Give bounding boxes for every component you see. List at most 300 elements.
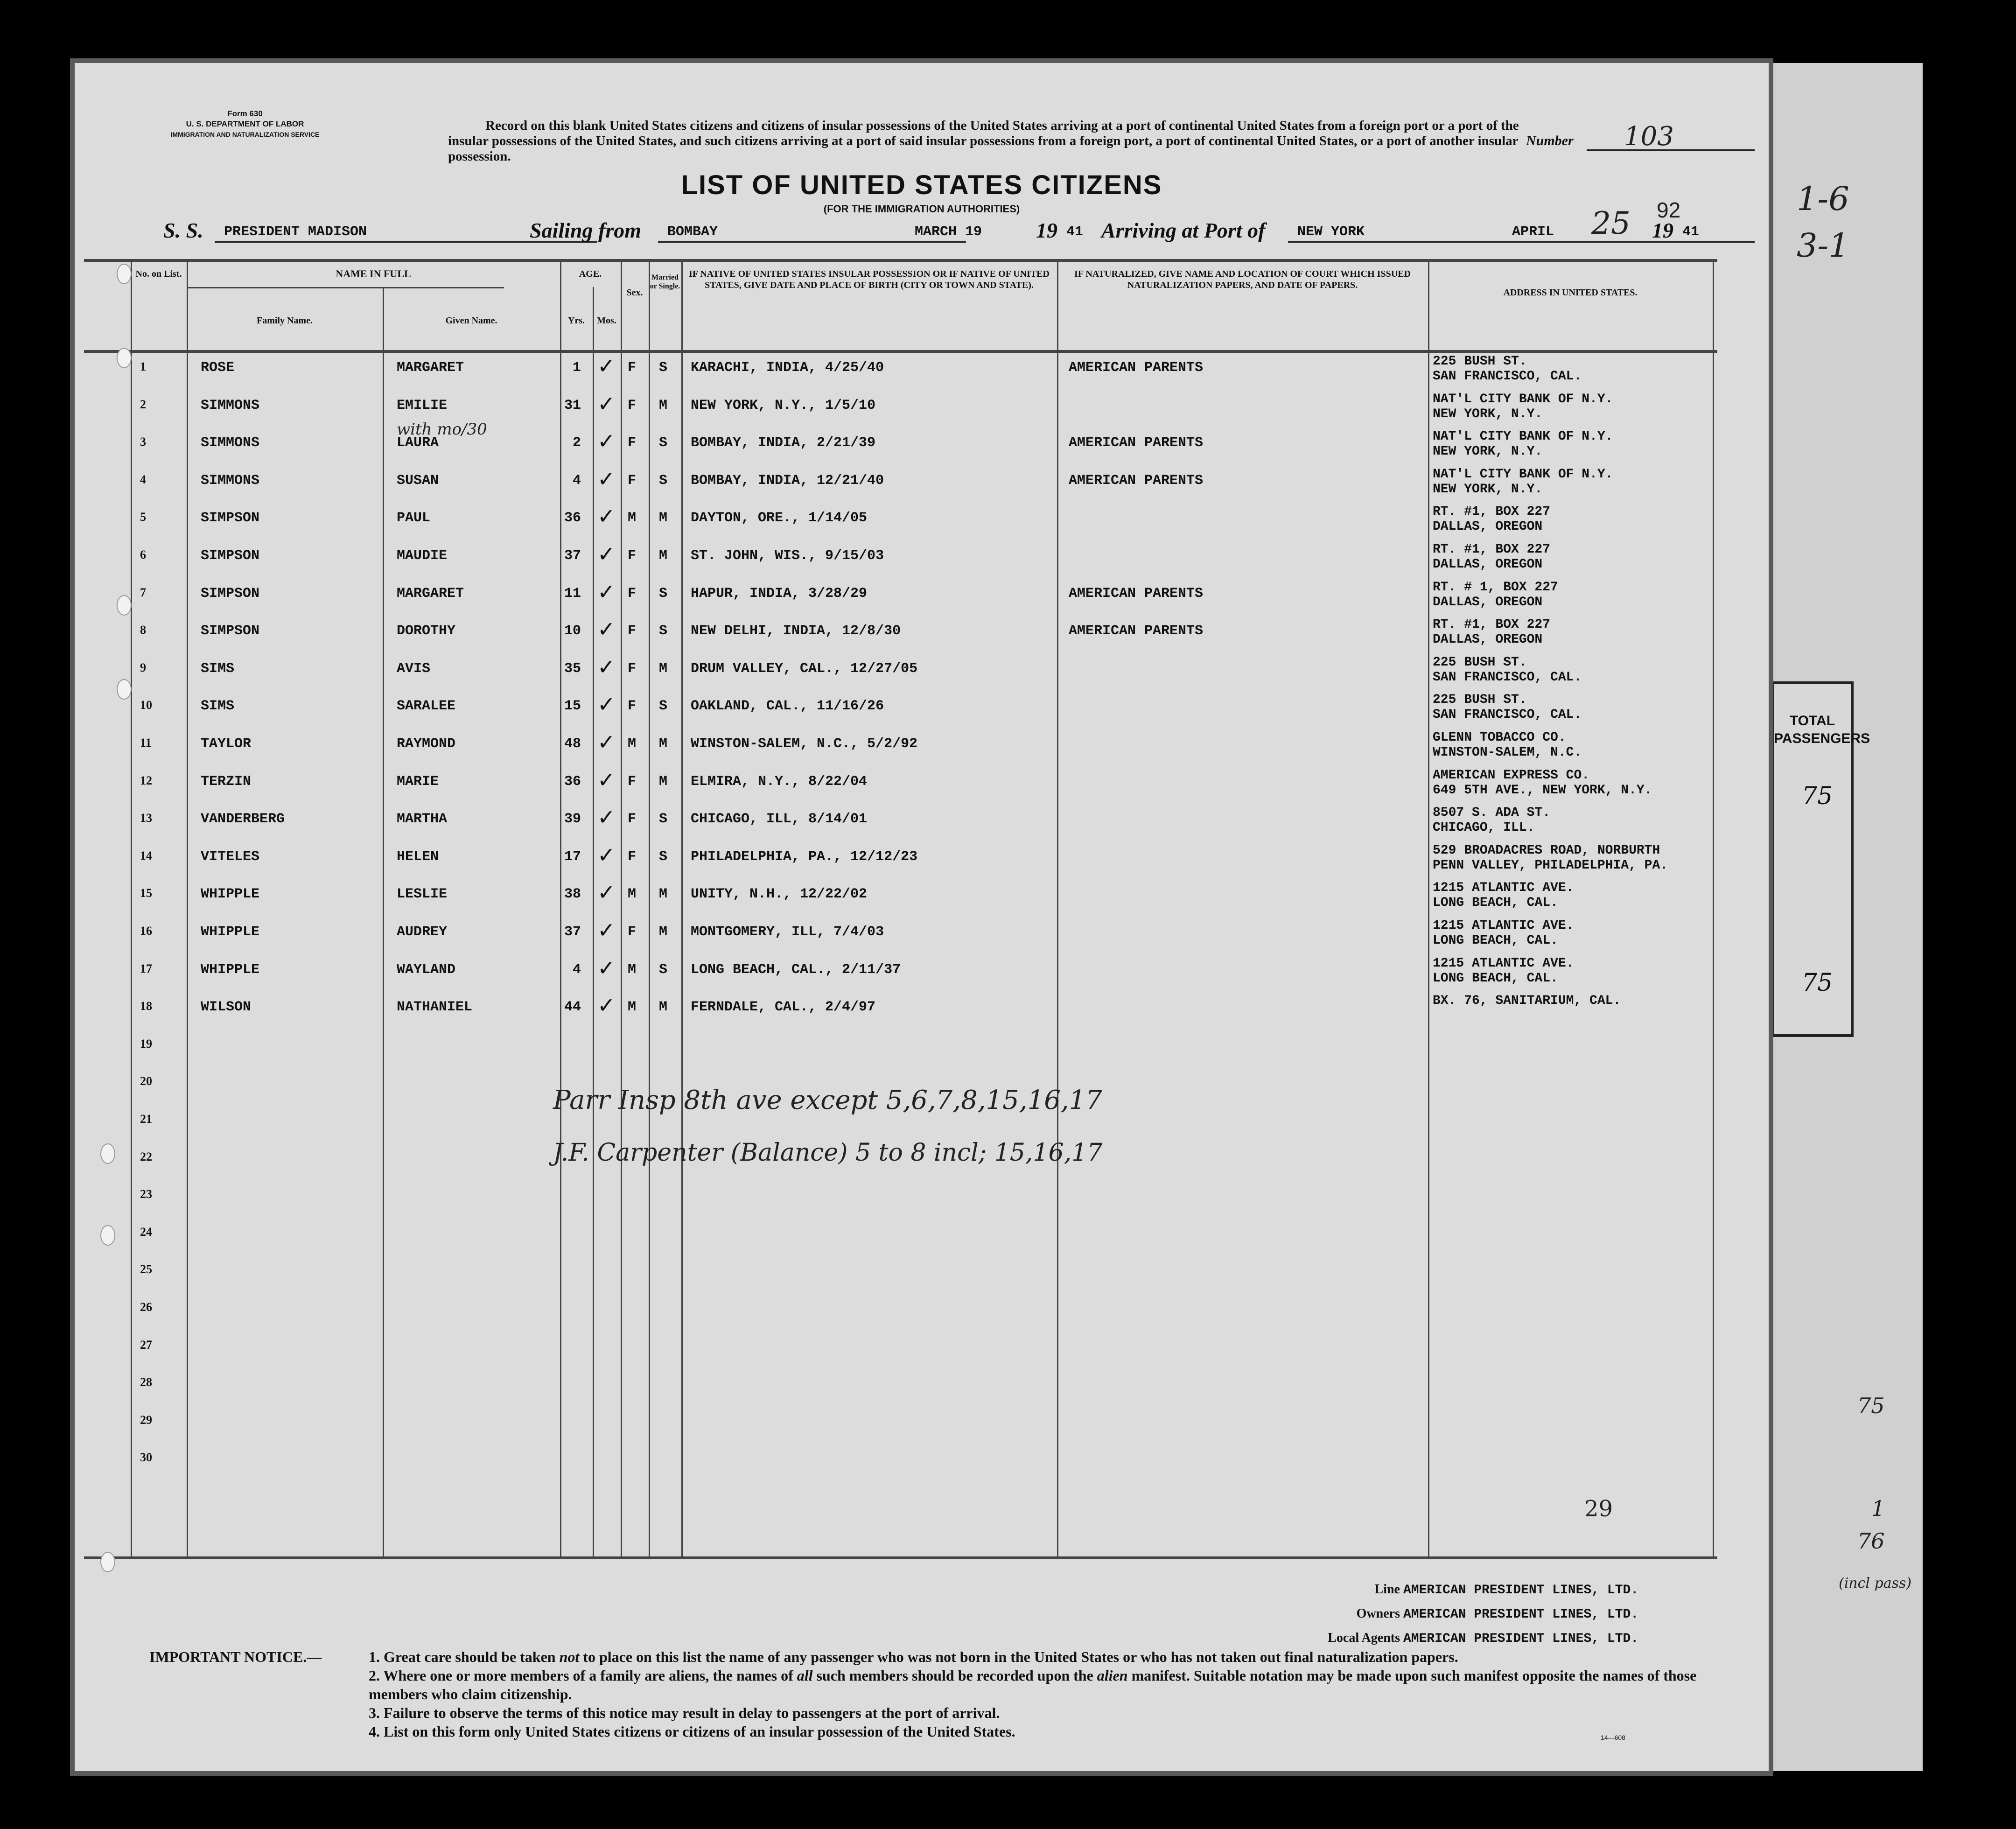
ss-label: S. S. — [163, 218, 203, 242]
birth-place-date: BOMBAY, INDIA, 2/21/39 — [691, 435, 876, 451]
naturalization: AMERICAN PARENTS — [1069, 360, 1204, 376]
binder-hole — [117, 679, 132, 700]
handwritten-page-count: 29 — [1584, 1496, 1613, 1522]
family-name: SIMMONS — [201, 397, 260, 413]
notice-1-emphasis: not — [559, 1648, 580, 1665]
sex: F — [628, 623, 637, 639]
table-top-rule — [84, 259, 1717, 262]
binder-hole — [117, 595, 132, 616]
marital-status: S — [659, 360, 668, 376]
sex: F — [628, 548, 637, 564]
family-name: SIMMONS — [201, 472, 260, 489]
col-header-given: Given Name. — [445, 315, 497, 326]
notice-title: IMPORTANT NOTICE.— — [149, 1648, 322, 1665]
marital-status: M — [659, 510, 668, 526]
col-header-birth: IF NATIVE OF UNITED STATES INSULAR POSSESSION OR IF NATIVE OF UNITED STATES, GIVE DATE AND PLACE OF BIRTH (CITY OR TOWN AND STATE). — [689, 269, 1050, 290]
address-line-2: LONG BEACH, CAL. — [1433, 971, 1558, 986]
empty-table-row — [84, 1255, 1717, 1292]
binder-hole — [117, 348, 132, 368]
check-mark-icon: ✓ — [597, 955, 616, 981]
passenger-table — [84, 259, 1717, 1556]
family-name: WHIPPLE — [201, 924, 260, 940]
marital-status: M — [659, 999, 668, 1016]
arrival-underline — [1288, 241, 1755, 243]
marital-status: M — [659, 660, 668, 677]
agents-value: AMERICAN PRESIDENT LINES, LTD. — [1403, 1632, 1639, 1646]
col-header-no: No. on List. — [135, 269, 182, 279]
empty-table-row — [84, 1331, 1717, 1368]
row-number: 12 — [140, 773, 152, 787]
family-name: SIMMONS — [201, 435, 260, 451]
given-name: NATHANIEL — [397, 999, 473, 1016]
empty-table-row — [84, 1030, 1717, 1067]
marital-status: S — [659, 435, 668, 451]
family-name: SIMS — [201, 698, 235, 715]
table-row — [84, 879, 1717, 916]
departure-port: BOMBAY — [667, 224, 718, 240]
age-years: 36 — [564, 773, 581, 790]
notice-2-emphasis-a: all — [797, 1667, 813, 1684]
owners-label: Owners — [1356, 1606, 1400, 1621]
table-row — [84, 578, 1717, 616]
total-passengers-value-2: 75 — [1802, 969, 1833, 997]
birth-place-date: WINSTON-SALEM, N.C., 5/2/92 — [691, 736, 918, 752]
check-mark-icon: ✓ — [597, 880, 616, 905]
table-row — [84, 540, 1717, 578]
col-header-yrs: Yrs. — [567, 315, 585, 326]
sex: F — [628, 360, 637, 376]
sex: F — [628, 397, 637, 413]
sex: F — [628, 811, 637, 827]
marital-status: S — [659, 848, 668, 865]
birth-place-date: BOMBAY, INDIA, 12/21/40 — [691, 472, 884, 489]
table-row — [84, 954, 1717, 992]
check-mark-icon: ✓ — [597, 842, 616, 868]
row-number: 20 — [140, 1074, 152, 1088]
marital-status: S — [659, 585, 668, 602]
ship-name: PRESIDENT MADISON — [224, 224, 367, 240]
sex: F — [628, 585, 637, 602]
address-line-1: 8507 S. ADA ST. — [1433, 806, 1551, 820]
table-row — [84, 465, 1717, 503]
age-years: 31 — [564, 397, 581, 413]
table-row — [84, 427, 1717, 465]
age-years: 2 — [572, 435, 581, 451]
table-row — [84, 841, 1717, 879]
print-code: 14—608 — [1601, 1734, 1625, 1741]
check-mark-icon: ✓ — [597, 918, 616, 943]
marital-status: M — [659, 773, 668, 790]
sailing-date: MARCH 19 — [915, 224, 982, 240]
sex: F — [628, 472, 637, 489]
check-mark-icon: ✓ — [597, 654, 616, 680]
row-number: 2 — [140, 397, 146, 411]
page-title: LIST OF UNITED STATES CITIZENS — [681, 170, 1162, 200]
check-mark-icon: ✓ — [597, 579, 616, 604]
age-years: 38 — [564, 886, 581, 903]
address-line-2: DALLAS, OREGON — [1433, 557, 1543, 572]
marital-status: M — [659, 736, 668, 752]
family-name: SIMS — [201, 660, 235, 677]
margin-tally-c: 76 — [1857, 1528, 1885, 1554]
address-line-1: BX. 76, SANITARIUM, CAL. — [1433, 994, 1621, 1009]
marital-status: M — [659, 397, 668, 413]
address-line-2: LONG BEACH, CAL. — [1433, 896, 1558, 911]
row-number: 22 — [140, 1149, 152, 1163]
sex: M — [628, 999, 637, 1016]
line-label: Line — [1374, 1582, 1400, 1597]
row-number: 18 — [140, 999, 152, 1013]
age-years: 48 — [564, 736, 581, 752]
owners-value: AMERICAN PRESIDENT LINES, LTD. — [1403, 1607, 1639, 1622]
row-number: 7 — [140, 585, 146, 599]
row-number: 28 — [140, 1375, 152, 1389]
family-name: TAYLOR — [201, 736, 252, 752]
number-label: Number — [1526, 133, 1574, 148]
col-header-sex: Sex. — [626, 287, 643, 298]
col-header-family: Family Name. — [257, 315, 313, 326]
given-name: MARGARET — [397, 585, 464, 602]
binder-hole — [100, 1225, 115, 1246]
birth-place-date: NEW YORK, N.Y., 1/5/10 — [691, 397, 876, 413]
row-number: 9 — [140, 660, 146, 674]
row-number: 24 — [140, 1225, 152, 1239]
given-name: MARGARET — [397, 360, 464, 376]
empty-table-row — [84, 1406, 1717, 1443]
birth-place-date: LONG BEACH, CAL., 2/11/37 — [691, 961, 901, 978]
table-row — [84, 729, 1717, 766]
arrival-port: NEW YORK — [1297, 224, 1365, 240]
handwritten-inspector-note: Parr Insp 8th ave except 5,6,7,8,15,16,17 — [553, 1085, 1102, 1115]
row-number: 23 — [140, 1187, 152, 1201]
form-number: Form 630 — [227, 109, 263, 118]
handwritten-balance-note: J.F. Carpenter (Balance) 5 to 8 incl; 15,16,17 — [553, 1139, 1103, 1167]
arrival-day: 25 — [1591, 205, 1631, 241]
sex: F — [628, 773, 637, 790]
table-bottom-rule — [84, 1556, 1717, 1559]
age-years: 4 — [572, 472, 581, 489]
birth-place-date: CHICAGO, ILL, 8/14/01 — [691, 811, 868, 827]
check-mark-icon: ✓ — [597, 805, 616, 830]
family-name: VITELES — [201, 848, 260, 865]
marital-status: M — [659, 548, 668, 564]
family-name: WHIPPLE — [201, 886, 260, 903]
check-mark-icon: ✓ — [597, 391, 616, 416]
family-name: WILSON — [201, 999, 252, 1016]
empty-table-row — [84, 1180, 1717, 1217]
table-row — [84, 804, 1717, 841]
address-line-1: 225 BUSH ST. — [1433, 693, 1527, 708]
given-name: AVIS — [397, 660, 431, 677]
sex: F — [628, 924, 637, 940]
birth-place-date: UNITY, N.H., 12/22/02 — [691, 886, 868, 903]
row-number: 4 — [140, 472, 146, 486]
row-number: 1 — [140, 360, 146, 373]
name-header-rule — [187, 287, 504, 288]
row-number: 15 — [140, 886, 152, 900]
given-name: HELEN — [397, 848, 439, 865]
check-mark-icon: ✓ — [597, 353, 616, 378]
empty-table-row — [84, 1443, 1717, 1480]
row-number: 16 — [140, 924, 152, 938]
service-name: IMMIGRATION AND NATURALIZATION SERVICE — [170, 131, 320, 138]
notice-1 — [369, 1647, 1736, 1666]
address-line-2: NEW YORK, N.Y. — [1433, 482, 1543, 497]
notice-2-text-b: such members should be recorded upon the — [812, 1667, 1097, 1684]
notice-2-emphasis-b: alien — [1097, 1667, 1128, 1684]
given-name: PAUL — [397, 510, 431, 526]
col-header-married: Married or Single. — [650, 273, 680, 290]
age-years: 4 — [572, 961, 581, 978]
family-name: SIMPSON — [201, 623, 260, 639]
age-years: 1 — [572, 360, 581, 376]
address-line-2: NEW YORK, N.Y. — [1433, 406, 1543, 421]
family-name: ROSE — [201, 360, 235, 376]
address-line-2: SAN FRANCISCO, CAL. — [1433, 708, 1582, 722]
sex: M — [628, 961, 637, 978]
birth-place-date: FERNDALE, CAL., 2/4/97 — [691, 999, 876, 1016]
age-years: 44 — [564, 999, 581, 1016]
check-mark-icon: ✓ — [597, 729, 616, 755]
row-number: 25 — [140, 1262, 152, 1276]
table-row — [84, 616, 1717, 653]
address-line-2: PENN VALLEY, PHILADELPHIA, PA. — [1433, 858, 1668, 873]
sail-year-prefix: 19 — [1036, 218, 1057, 242]
row-number: 19 — [140, 1037, 152, 1051]
marital-status: S — [659, 811, 668, 827]
arrival-year-prefix: 19 — [1652, 218, 1673, 242]
empty-table-row — [84, 1218, 1717, 1255]
given-name: SUSAN — [397, 472, 439, 489]
marital-status: S — [659, 698, 668, 715]
sex: M — [628, 886, 637, 903]
family-name: WHIPPLE — [201, 961, 260, 978]
given-name: RAYMOND — [397, 736, 456, 752]
total-passengers-slip — [1771, 681, 1870, 1037]
family-name: VANDERBERG — [201, 811, 285, 827]
table-row — [84, 917, 1717, 954]
address-line-2: WINSTON-SALEM, N.C. — [1433, 745, 1582, 760]
total-passengers-value-1: 75 — [1802, 782, 1833, 810]
total-passengers-label: TOTAL PASSENGERS — [1774, 713, 1870, 746]
row-number: 26 — [140, 1300, 152, 1314]
number-value: 103 — [1624, 121, 1674, 152]
number-underline — [1587, 149, 1755, 151]
sex: F — [628, 660, 637, 677]
given-name: DOROTHY — [397, 623, 456, 639]
empty-table-row — [84, 1293, 1717, 1330]
sex: M — [628, 510, 637, 526]
sex: F — [628, 698, 637, 715]
birth-place-date: ELMIRA, N.Y., 8/22/04 — [691, 773, 868, 790]
family-name: SIMPSON — [201, 548, 260, 564]
col-header-naturalized: IF NATURALIZED, GIVE NAME AND LOCATION OF COURT WHICH ISSUED NATURALIZATION PAPERS, AND DATE OF PAPERS. — [1074, 269, 1411, 290]
row-number: 14 — [140, 848, 152, 862]
notice-4: 4. List on this form only United States citizens or citizens of an insular possession of the United States. — [369, 1723, 1015, 1740]
age-years: 15 — [564, 698, 581, 715]
row-number: 13 — [140, 811, 152, 825]
given-name: MAUDIE — [397, 548, 448, 564]
check-mark-icon: ✓ — [597, 993, 616, 1018]
table-row — [84, 503, 1717, 540]
sex: M — [628, 736, 637, 752]
footer-lines — [1307, 1582, 1638, 1655]
naturalization: AMERICAN PARENTS — [1069, 435, 1204, 451]
naturalization: AMERICAN PARENTS — [1069, 623, 1204, 639]
address-line-2: 649 5TH AVE., NEW YORK, N.Y. — [1433, 783, 1652, 798]
address-line-2: LONG BEACH, CAL. — [1433, 933, 1558, 948]
address-line-1: NAT'L CITY BANK OF N.Y. — [1433, 429, 1613, 444]
row-number: 10 — [140, 698, 152, 712]
age-years: 10 — [564, 623, 581, 639]
given-name: LESLIE — [397, 886, 448, 903]
marital-status: S — [659, 472, 668, 489]
family-name: SIMPSON — [201, 510, 260, 526]
address-line-1: RT. #1, BOX 227 — [1433, 542, 1551, 557]
address-line-2: CHICAGO, ILL. — [1433, 820, 1535, 835]
row-number: 3 — [140, 435, 146, 449]
page-subtitle: (FOR THE IMMIGRATION AUTHORITIES) — [823, 203, 1020, 215]
age-years: 35 — [564, 660, 581, 677]
arrival-year: 41 — [1682, 224, 1700, 240]
arrival-month: APRIL — [1512, 224, 1554, 240]
naturalization: AMERICAN PARENTS — [1069, 472, 1204, 489]
birth-place-date: MONTGOMERY, ILL, 7/4/03 — [691, 924, 884, 940]
row-number: 17 — [140, 961, 152, 975]
sail-year: 41 — [1066, 224, 1084, 240]
notice-2-text-a: 2. Where one or more members of a family are aliens, the names of — [369, 1667, 797, 1684]
sex: F — [628, 848, 637, 865]
col-header-age: AGE. — [579, 269, 602, 279]
handwritten-row1-note: with mo/30 — [397, 420, 487, 439]
given-name: MARTHA — [397, 811, 448, 827]
address-line-1: 225 BUSH ST. — [1433, 655, 1527, 670]
margin-tally-b: 1 — [1871, 1496, 1885, 1521]
given-name: SARALEE — [397, 698, 456, 715]
line-value: AMERICAN PRESIDENT LINES, LTD. — [1403, 1583, 1639, 1598]
department-name: U. S. DEPARTMENT OF LABOR — [186, 119, 304, 128]
manifest-page — [75, 63, 1769, 1771]
table-row — [84, 390, 1717, 427]
birth-place-date: OAKLAND, CAL., 11/16/26 — [691, 698, 884, 715]
address-line-1: 1215 ATLANTIC AVE. — [1433, 881, 1574, 896]
given-name: WAYLAND — [397, 961, 456, 978]
birth-place-date: DAYTON, ORE., 1/14/05 — [691, 510, 868, 526]
birth-place-date: NEW DELHI, INDIA, 12/8/30 — [691, 623, 901, 639]
given-name: EMILIE — [397, 397, 448, 413]
check-mark-icon: ✓ — [597, 541, 616, 567]
birth-place-date: KARACHI, INDIA, 4/25/40 — [691, 360, 884, 376]
naturalization: AMERICAN PARENTS — [1069, 585, 1204, 602]
agents-label: Local Agents — [1328, 1631, 1400, 1645]
age-years: 11 — [564, 585, 581, 602]
important-notice — [149, 1647, 1736, 1741]
row-number: 30 — [140, 1451, 152, 1465]
row-number: 29 — [140, 1413, 152, 1427]
row-number: 27 — [140, 1338, 152, 1352]
address-line-2: DALLAS, OREGON — [1433, 632, 1543, 647]
row-number: 11 — [140, 736, 152, 750]
age-years: 39 — [564, 811, 581, 827]
address-line-2: SAN FRANCISCO, CAL. — [1433, 369, 1582, 384]
row-number: 21 — [140, 1112, 152, 1126]
notice-2 — [369, 1666, 1736, 1703]
col-header-name: NAME IN FULL — [336, 268, 411, 280]
port-underline — [658, 241, 966, 243]
binder-hole — [100, 1552, 115, 1572]
notice-1-text-a: 1. Great care should be taken — [369, 1648, 560, 1665]
family-name: TERZIN — [201, 773, 252, 790]
address-line-1: RT. # 1, BOX 227 — [1433, 580, 1558, 595]
form-agency-block — [142, 109, 348, 140]
age-years: 37 — [564, 924, 581, 940]
address-line-2: SAN FRANCISCO, CAL. — [1433, 670, 1582, 685]
address-line-1: 1215 ATLANTIC AVE. — [1433, 956, 1574, 971]
birth-place-date: HAPUR, INDIA, 3/28/29 — [691, 585, 868, 602]
notice-3: 3. Failure to observe the terms of this notice may result in delay to passengers at the port of arrival. — [369, 1704, 1000, 1721]
family-name: SIMPSON — [201, 585, 260, 602]
given-name: LAURA — [397, 435, 439, 451]
margin-note-2: 3-1 — [1797, 226, 1849, 265]
header-instruction: Record on this blank United States citizens and citizens of insular possessions of the United States arriving at a port of continental United States from a foreign port or a port of the insular possessions of the United States, and such citizens arriving at a port of said insular possessions from a foreign port, a port of continental United States, or a port of another insular possession. — [448, 118, 1519, 164]
margin-side-note: (incl pass) — [1839, 1575, 1912, 1591]
age-years: 37 — [564, 548, 581, 564]
sailing-label: Sailing from — [530, 218, 642, 242]
row-number: 8 — [140, 623, 146, 637]
check-mark-icon: ✓ — [597, 428, 616, 454]
marital-status: M — [659, 886, 668, 903]
address-line-1: 529 BROADACRES ROAD, NORBURTH — [1433, 843, 1660, 858]
binder-hole — [100, 1143, 115, 1164]
marital-status: S — [659, 961, 668, 978]
birth-place-date: DRUM VALLEY, CAL., 12/27/05 — [691, 660, 918, 677]
sex: F — [628, 435, 637, 451]
col-header-mos: Mos. — [597, 315, 616, 326]
address-line-1: NAT'L CITY BANK OF N.Y. — [1433, 392, 1613, 406]
binder-hole — [117, 264, 132, 284]
page-mark: 92 — [1657, 198, 1681, 222]
age-years: 17 — [564, 848, 581, 865]
empty-table-row — [84, 1368, 1717, 1405]
check-mark-icon: ✓ — [597, 617, 616, 642]
address-line-2: NEW YORK, N.Y. — [1433, 444, 1543, 459]
address-line-1: NAT'L CITY BANK OF N.Y. — [1433, 467, 1613, 482]
margin-note-1: 1-6 — [1797, 180, 1849, 218]
table-row — [84, 992, 1717, 1029]
table-row — [84, 653, 1717, 691]
arriving-label: Arriving at Port of — [1101, 218, 1266, 242]
address-line-1: RT. #1, BOX 227 — [1433, 505, 1551, 519]
given-name: AUDREY — [397, 924, 448, 940]
marital-status: M — [659, 924, 668, 940]
address-line-2: DALLAS, OREGON — [1433, 595, 1543, 610]
age-years: 36 — [564, 510, 581, 526]
col-header-address: ADDRESS IN UNITED STATES. — [1503, 287, 1638, 298]
check-mark-icon: ✓ — [597, 466, 616, 491]
row-number: 5 — [140, 510, 146, 524]
marital-status: S — [659, 623, 668, 639]
table-row — [84, 352, 1717, 390]
check-mark-icon: ✓ — [597, 767, 616, 792]
address-line-1: AMERICAN EXPRESS CO. — [1433, 768, 1590, 783]
address-line-1: 1215 ATLANTIC AVE. — [1433, 918, 1574, 933]
birth-place-date: PHILADELPHIA, PA., 12/12/23 — [691, 848, 918, 865]
address-line-1: 225 BUSH ST. — [1433, 354, 1527, 369]
check-mark-icon: ✓ — [597, 692, 616, 717]
address-line-1: RT. #1, BOX 227 — [1433, 617, 1551, 632]
birth-place-date: ST. JOHN, WIS., 9/15/03 — [691, 548, 884, 564]
address-line-1: GLENN TOBACCO CO. — [1433, 730, 1566, 745]
